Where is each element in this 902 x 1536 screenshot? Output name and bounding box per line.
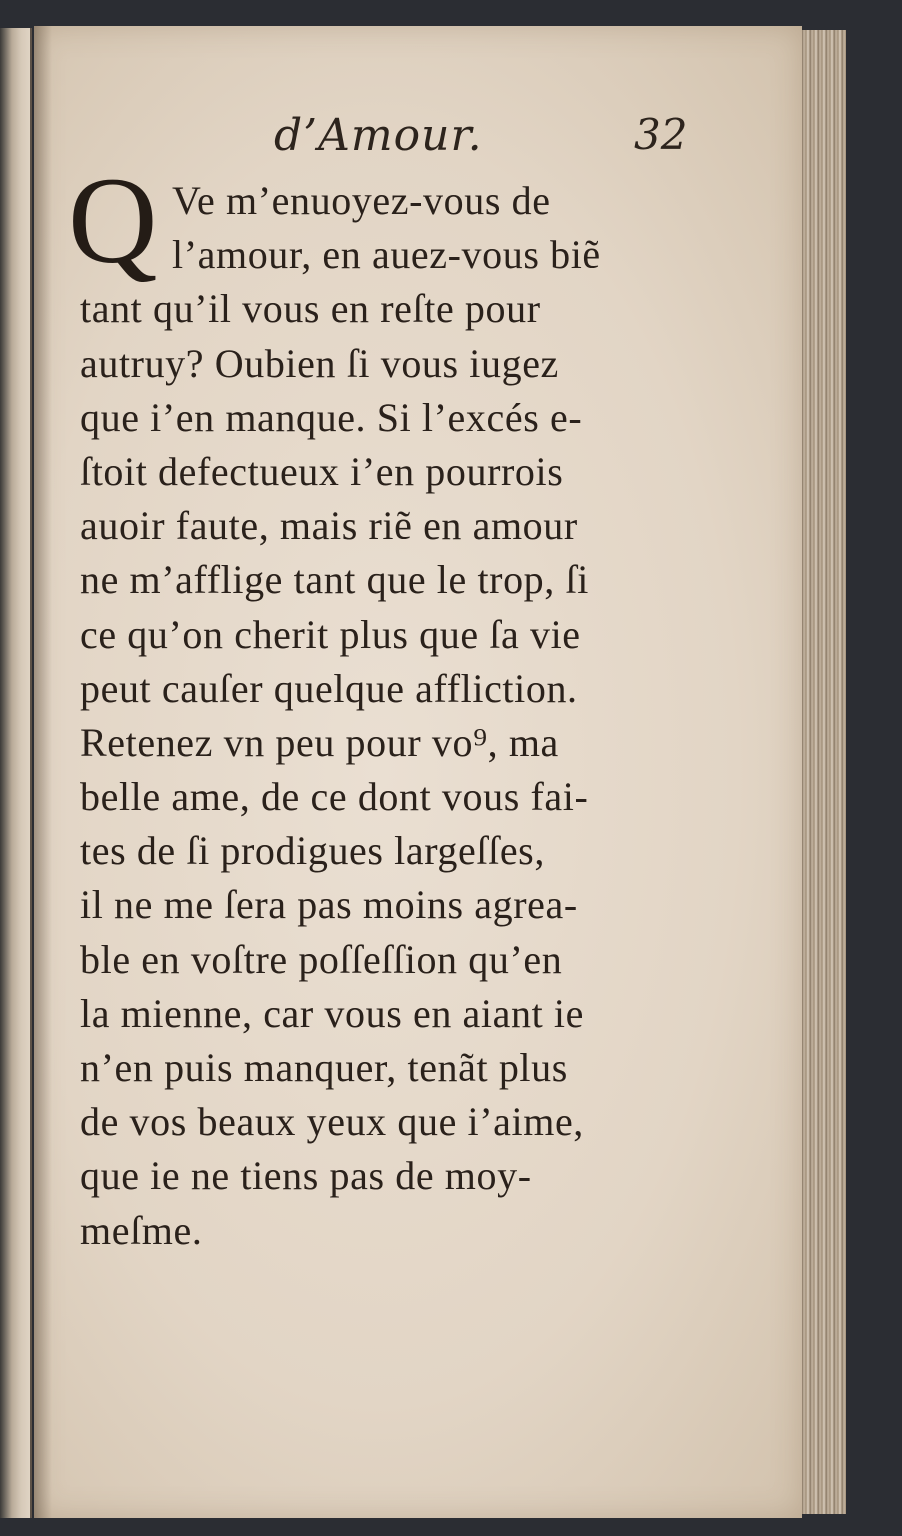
text-line: l’amour, en auez-vous biẽ <box>172 232 601 278</box>
text-line: auoir faute, mais riẽ en amour <box>80 503 578 549</box>
text-line: autruy? Oubien ſi vous iugez <box>80 340 559 386</box>
gutter-shadow <box>34 26 52 1518</box>
facing-page-edge <box>0 28 32 1518</box>
text-line: ne m’afflige tant que le trop, ſi <box>80 557 589 603</box>
text-line: tant qu’il vous en reſte pour <box>80 286 541 332</box>
text-line: peut cauſer quelque affliction. <box>80 665 578 711</box>
text-line: que i’en manque. Si l’excés e- <box>80 394 583 440</box>
text-line: tes de ſi prodigues largeſſes, <box>80 828 545 874</box>
text-line: que ie ne tiens pas de moy- <box>80 1153 532 1199</box>
text-line: n’en puis manquer, tenãt plus <box>80 1045 568 1090</box>
running-head: d’Amour. <box>274 110 483 161</box>
text-line: il ne me ſera pas moins agrea- <box>80 882 578 928</box>
text-line: la mienne, car vous en aiant ie <box>80 990 584 1036</box>
text-line: Retenez vn peu pour vo⁹, ma <box>80 719 559 765</box>
text-line: Ve m’enuoyez-vous de <box>172 178 551 223</box>
drop-capital: Q <box>68 152 158 289</box>
text-line: belle ame, de ce dont vous fai- <box>80 774 589 820</box>
text-line: ce qu’on cherit plus que ſa vie <box>80 611 581 657</box>
text-line: ble en voſtre poſſeſſion qu’en <box>80 936 563 982</box>
body-text <box>80 174 720 1258</box>
text-line: meſme. <box>80 1207 203 1253</box>
page-edges <box>802 30 846 1514</box>
book-page <box>34 26 802 1518</box>
text-line: de vos beaux yeux que i’aime, <box>80 1099 584 1145</box>
page-number: 32 <box>634 110 688 159</box>
text-line: ſtoit defectueux i’en pourrois <box>80 448 564 494</box>
